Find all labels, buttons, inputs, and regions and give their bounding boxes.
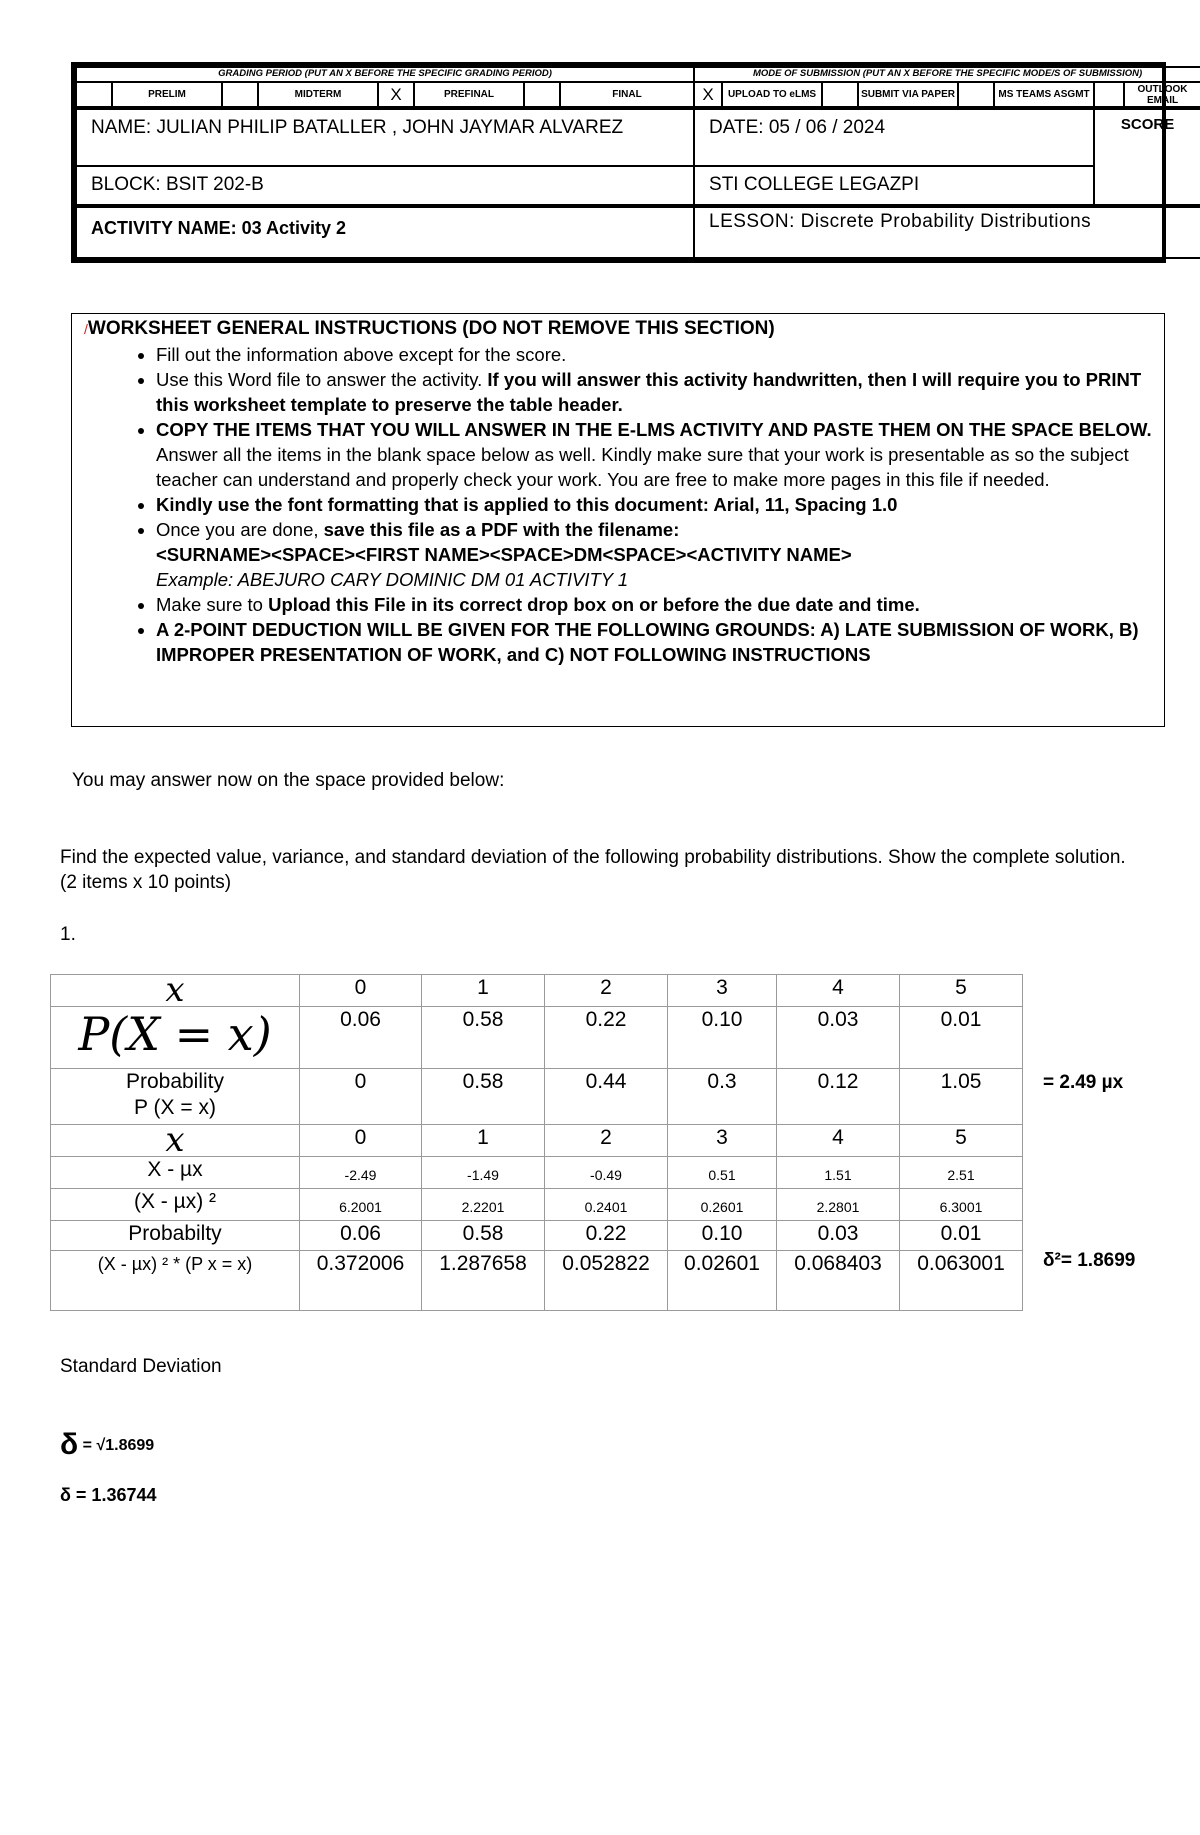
table-cell: 4 bbox=[777, 975, 900, 1007]
table-cell: 0.3 bbox=[668, 1069, 777, 1125]
table-cell: 6.3001 bbox=[900, 1189, 1023, 1221]
row-label: x bbox=[51, 1125, 300, 1157]
table-cell: 0.12 bbox=[777, 1069, 900, 1125]
answer-prompt: You may answer now on the space provided below: bbox=[72, 770, 505, 791]
table-cell: 0.58 bbox=[422, 1221, 545, 1251]
instruction-item: • Use this Word file to answer the activity. If you will answer this activity handwritten, then I will require you to PRINT this worksheet template to preserve the table header. bbox=[156, 367, 1152, 417]
table-cell: 0.10 bbox=[668, 1007, 777, 1069]
row-label: (X - µx) ² * (P x = x) bbox=[51, 1251, 300, 1311]
table-cell: -2.49 bbox=[300, 1157, 422, 1189]
table-cell: 0.22 bbox=[545, 1221, 668, 1251]
instruction-item: • Once you are done, save this file as a PDF with the filename: <SURNAME><SPACE><FIRST NAME><SPACE>DM<SPACE><ACTIVITY NAME> Example: ABEJURO CARY DOMINIC DM 01 ACTIVITY 1 bbox=[156, 517, 1152, 592]
instructions-title: /WORKSHEET GENERAL INSTRUCTIONS (DO NOT REMOVE THIS SECTION) bbox=[84, 318, 775, 339]
table-cell: 0.01 bbox=[900, 1221, 1023, 1251]
table-cell: 0.063001 bbox=[900, 1251, 1023, 1311]
submission-mode-title: MODE OF SUBMISSION (PUT AN X BEFORE THE SPECIFIC MODE/S OF SUBMISSION) bbox=[694, 67, 1200, 82]
period-prefinal: PREFINAL bbox=[414, 82, 524, 108]
table-cell: 2 bbox=[545, 1125, 668, 1157]
table-cell: 0.02601 bbox=[668, 1251, 777, 1311]
table-cell: 1.287658 bbox=[422, 1251, 545, 1311]
table-cell: 0.10 bbox=[668, 1221, 777, 1251]
outlook-checkbox[interactable] bbox=[1094, 82, 1124, 108]
upload-elms-checkbox[interactable]: X bbox=[694, 82, 722, 108]
table-cell: 0.58 bbox=[422, 1007, 545, 1069]
activity-name: ACTIVITY NAME: 03 Activity 2 bbox=[76, 206, 694, 258]
table-cell: 4 bbox=[777, 1125, 900, 1157]
table-cell: 1.51 bbox=[777, 1157, 900, 1189]
table-cell: 0.03 bbox=[777, 1007, 900, 1069]
period-midterm: MIDTERM bbox=[258, 82, 378, 108]
table-row bbox=[51, 1125, 1023, 1157]
ms-teams-checkbox[interactable] bbox=[958, 82, 994, 108]
score-label: SCORE bbox=[1094, 108, 1200, 206]
table-cell: 1.05 bbox=[900, 1069, 1023, 1125]
table-cell: 5 bbox=[900, 1125, 1023, 1157]
table-cell: -0.49 bbox=[545, 1157, 668, 1189]
table-row bbox=[51, 1069, 1023, 1125]
table-cell: -1.49 bbox=[422, 1157, 545, 1189]
table-cell: 0.06 bbox=[300, 1007, 422, 1069]
table-cell: 0.01 bbox=[900, 1007, 1023, 1069]
row-label: Probabilty bbox=[51, 1221, 300, 1251]
table-row bbox=[51, 1157, 1023, 1189]
date-field: DATE: 05 / 06 / 2024 bbox=[694, 108, 1094, 166]
mode-submit-paper: SUBMIT VIA PAPER bbox=[858, 82, 958, 108]
row-label: (X - µx) ² bbox=[51, 1189, 300, 1221]
instruction-item: • Kindly use the font formatting that is applied to this document: Arial, 11, Spacing 1.0 bbox=[156, 492, 1152, 517]
table-row bbox=[51, 975, 1023, 1007]
std-formula: δ $^{= √1.8699}$ bbox=[60, 1428, 155, 1461]
table-cell: 0.052822 bbox=[545, 1251, 668, 1311]
item-number: 1. bbox=[60, 924, 76, 945]
table-cell: 3 bbox=[668, 975, 777, 1007]
period-prelim: PRELIM bbox=[112, 82, 222, 108]
table-cell: 2.2801 bbox=[777, 1189, 900, 1221]
table-cell: 3 bbox=[668, 1125, 777, 1157]
table-row bbox=[51, 1007, 1023, 1069]
question-text: Find the expected value, variance, and standard deviation of the following probability distributions. Show the complete solution. (2 items x 10 points) bbox=[60, 847, 1126, 893]
std-heading: Standard Deviation bbox=[60, 1356, 222, 1377]
delta-symbol: δ bbox=[60, 1428, 79, 1461]
table-cell: 0.2601 bbox=[668, 1189, 777, 1221]
period-final: FINAL bbox=[560, 82, 694, 108]
prefinal-checkbox[interactable]: X bbox=[378, 82, 414, 108]
instruction-item: • Fill out the information above except for the score. bbox=[156, 342, 1152, 367]
instruction-item: • A 2-POINT DEDUCTION WILL BE GIVEN FOR THE FOLLOWING GROUNDS: A) LATE SUBMISSION OF WORK, B) IMPROPER PRESENTATION OF WORK, and C) NOT FOLLOWING INSTRUCTIONS bbox=[156, 617, 1152, 667]
table-cell: 0 bbox=[300, 1125, 422, 1157]
table-cell: 0.06 bbox=[300, 1221, 422, 1251]
table-cell: 0.58 bbox=[422, 1069, 545, 1125]
instructions-box bbox=[71, 313, 1165, 727]
table-cell: 2.51 bbox=[900, 1157, 1023, 1189]
table-cell: 5 bbox=[900, 975, 1023, 1007]
student-name: NAME: JULIAN PHILIP BATALLER , JOHN JAYMAR ALVAREZ bbox=[76, 108, 694, 166]
row-label: x bbox=[51, 975, 300, 1007]
grading-period-title: GRADING PERIOD (PUT AN X BEFORE THE SPECIFIC GRADING PERIOD) bbox=[76, 67, 694, 82]
table-cell: 0.22 bbox=[545, 1007, 668, 1069]
table-cell: 0.51 bbox=[668, 1157, 777, 1189]
table-cell: 1 bbox=[422, 975, 545, 1007]
mode-upload-elms: UPLOAD TO eLMS bbox=[722, 82, 822, 108]
mode-outlook: OUTLOOK EMAIL bbox=[1124, 82, 1200, 108]
row-label: X - µx bbox=[51, 1157, 300, 1189]
row-label: P(X = x) bbox=[51, 1007, 300, 1069]
table-cell: 0.372006 bbox=[300, 1251, 422, 1311]
table-cell: 0.03 bbox=[777, 1221, 900, 1251]
table-row bbox=[51, 1189, 1023, 1221]
table-row bbox=[51, 1251, 1023, 1311]
mode-ms-teams: MS TEAMS ASGMT bbox=[994, 82, 1094, 108]
school-field: STI COLLEGE LEGAZPI bbox=[694, 166, 1094, 206]
mean-result: = 2.49 µx bbox=[1043, 1072, 1124, 1093]
block-field: BLOCK: BSIT 202-B bbox=[76, 166, 694, 206]
final-checkbox[interactable] bbox=[524, 82, 560, 108]
probability-table bbox=[50, 970, 1023, 1311]
table-cell: 0 bbox=[300, 1069, 422, 1125]
table-cell: 2.2201 bbox=[422, 1189, 545, 1221]
std-result: δ = 1.36744 bbox=[60, 1485, 157, 1505]
worksheet-header bbox=[71, 62, 1188, 263]
table-cell: 1 bbox=[422, 1125, 545, 1157]
table-cell: 0.44 bbox=[545, 1069, 668, 1125]
table-cell: 0 bbox=[300, 975, 422, 1007]
lesson-field: LESSON: Discrete Probability Distributions bbox=[694, 206, 1200, 258]
check-mark: / bbox=[84, 321, 88, 337]
table-cell: 0.068403 bbox=[777, 1251, 900, 1311]
midterm-checkbox[interactable] bbox=[222, 82, 258, 108]
prelim-checkbox[interactable] bbox=[76, 82, 112, 108]
table-cell: 0.2401 bbox=[545, 1189, 668, 1221]
table-cell: 2 bbox=[545, 975, 668, 1007]
instruction-item: • Make sure to Upload this File in its correct drop box on or before the due date and time. bbox=[156, 592, 1152, 617]
table-cell: 6.2001 bbox=[300, 1189, 422, 1221]
variance-result: δ²= 1.8699 bbox=[1043, 1250, 1136, 1271]
table-row bbox=[51, 1221, 1023, 1251]
instruction-item: • COPY THE ITEMS THAT YOU WILL ANSWER IN THE E-LMS ACTIVITY AND PASTE THEM ON THE SPACE BELOW. Answer all the items in the blank space below as well. Kindly make sure that your work is presentable as so the subject teacher can understand and properly check your work. You are free to make more pages in this file if needed. bbox=[156, 417, 1152, 492]
row-label: Probability P (X = x) bbox=[51, 1069, 300, 1125]
submit-paper-checkbox[interactable] bbox=[822, 82, 858, 108]
